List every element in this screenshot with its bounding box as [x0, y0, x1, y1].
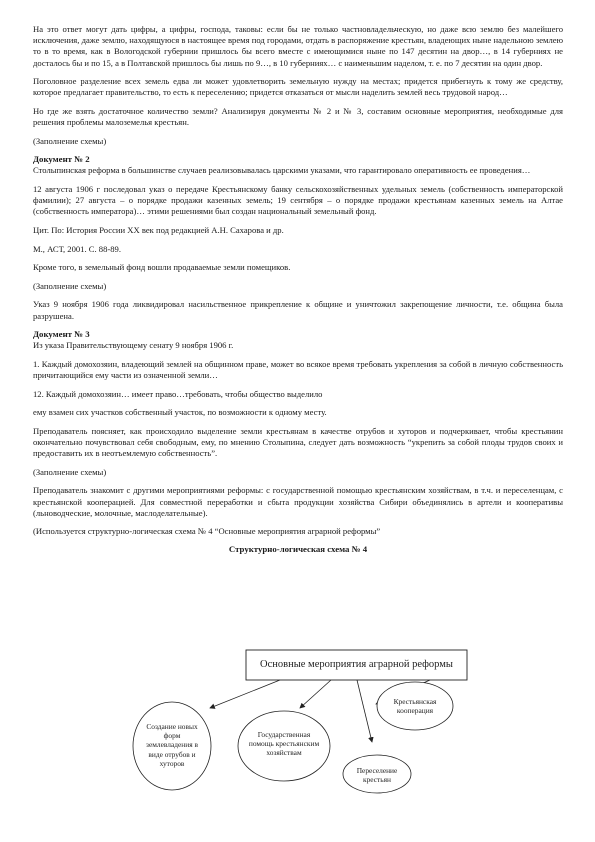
- scheme-fill-note: (Заполнение схемы): [33, 135, 107, 146]
- doc2-note: Кроме того, в земельный фонд вошли продаваемые земли помещиков.: [33, 262, 291, 273]
- paragraph-land-figures: На это ответ могут дать цифры, а цифры, господа, таковы: если бы не только частновладельческую, но даже всю землю без малейшего исключения, даже землю, находящуюся в настоящее время под городами, отдать в распоряжение крестьян, владеющих ныне надельною землею то в то время, как в Вологодской губернии пришлось бы всего вместе с имеющимися ныне по 147 десятин на двор…, в 14 губерниях не досталось бы и по 15, а в Полтавской пришлось бы лишь по 9…, в 10 губерниях… с наименьшим наделом, т. е. по 7 десятин на один двор.: [33, 24, 563, 68]
- scheme-fill-note: (Заполнение схемы): [33, 280, 107, 291]
- paragraph-land-division: Поголовное разделение всех земель едва ли может удовлетворить земельную нужду на местах; придется прибегнуть к тому же средству, которое предлагает правительство, то есть к переселению; придется отказаться от мысли наделить землей весь трудовой народ…: [33, 76, 563, 98]
- arrow-to-left-node: [210, 680, 280, 708]
- paragraph-question: Но где же взять достаточное количество земли? Анализируя документы № 2 и № 3, составим основные мероприятия, необходимые для решения проблемы малоземелья крестьян.: [33, 106, 563, 128]
- doc2-law: Указ 9 ноября 1906 года ликвидировал насильственное прикрепление к общине и уничтожил закрепощение личности, т.е. община была разрушена.: [33, 299, 563, 321]
- teacher-explanation: Преподаватель поясняет, как происходило выделение земли крестьянам в качестве отрубов и хуторов и подчеркивает, чтобы крестьянин окончательно почувствовал себя свободным, ему, по мнению Столыпина, следует дать возможность “укрепить за собой плоды трудов своих и предоставить их в неотъемлемую собственность”.: [33, 425, 563, 459]
- scheme-fill-note: (Заполнение схемы): [33, 466, 107, 477]
- node-left-label: Создание новых форм землевладения в виде отрубов и хуторов: [146, 722, 198, 768]
- doc3-heading: Документ № 3: [33, 329, 90, 340]
- teacher-other-measures: Преподаватель знакомит с другими мероприятиями реформы: с государственной помощью крестьянским хозяйствам, в т.ч. и переселенцам, с крестьянской кооперацией. Для совместной переработки и сбыта продукции хозяйства Сибири объединялись в артели и кооперативы (льноводческие, молочные, маслоделательные).: [33, 485, 563, 518]
- main-box-label: Основные мероприятия аграрной реформы: [260, 659, 453, 670]
- document-page: [33, 24, 563, 555]
- doc3-item1: 1. Каждый домохозяин, владеющий землей на общинном праве, может во всякое время требовать укрепления за собой в личную собственность причитающийся ему части из означенной земли…: [33, 358, 563, 380]
- doc2-heading: Документ № 2: [33, 154, 90, 165]
- node-center-label: Государственная помощь крестьянским хозяйствам: [248, 730, 320, 758]
- doc2-citation: Цит. По: История России XX век под редакцией А.Н. Сахарова и др.: [33, 224, 284, 235]
- node-right-label: Крестьянская кооперация: [393, 697, 437, 716]
- doc3-item12: 12. Каждый домохозяин… имеет право…требовать, чтобы общество выделило: [33, 388, 323, 399]
- doc3-source: Из указа Правительствующему сенату 9 ноября 1906 г.: [33, 340, 234, 351]
- doc2-intro: Столыпинская реформа в большинстве случаев реализовывалась царскими указами, что гарантировало оперативность ее проведения…: [33, 165, 531, 176]
- doc3-item12-cont: ему взамен сих участков собственный участок, по возможности к одному месту.: [33, 407, 327, 418]
- doc2-decrees: 12 августа 1906 г последовал указ о передаче Крестьянскому банку сельскохозяйственных удельных земель (собственность императорской фамилии); 27 августа – о порядке продажи казенных земель; 19 сентября – о порядке продажи крестьянам казенных земель на Алтае (собственность императора)… этими решениями был создан национальный земельный фонд.: [33, 183, 563, 217]
- scheme-diagram: [0, 646, 595, 806]
- doc2-publisher: М., АСТ, 2001. С. 88-89.: [33, 243, 121, 254]
- node-bottom-label: Переселение крестьян: [356, 766, 398, 785]
- arrow-to-center-node: [300, 680, 331, 708]
- arrow-to-bottom-node: [357, 680, 372, 742]
- scheme-title: Структурно-логическая схема № 4: [228, 543, 368, 554]
- scheme-usage-note: (Используется структурно-логическая схема № 4 “Основные мероприятия аграрной реформы”: [33, 526, 381, 537]
